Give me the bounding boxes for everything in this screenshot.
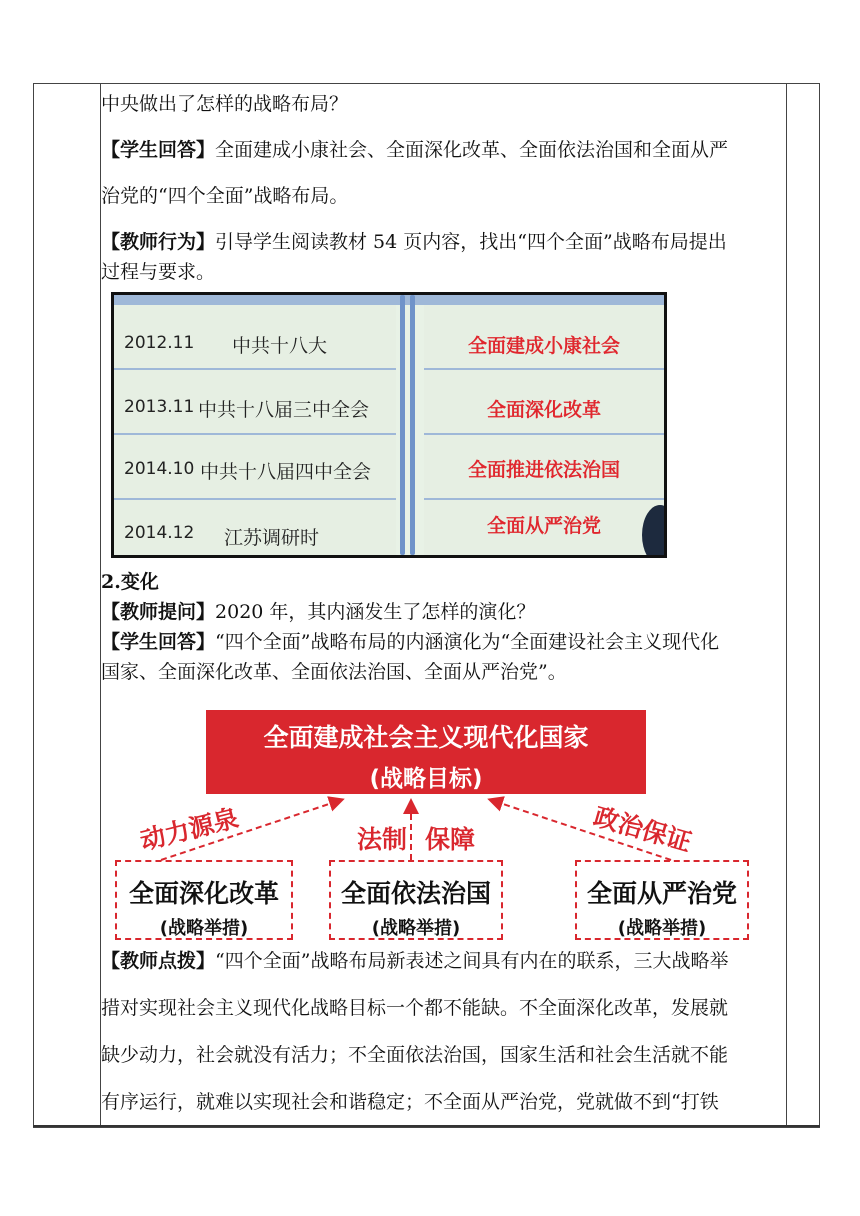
section-heading: 2.变化 — [101, 571, 159, 593]
timeline-date: 2014.10 — [124, 459, 195, 479]
measure-title: 全面依法治国 — [340, 879, 491, 908]
text-span: “四个全面”战略布局新表述之间具有内在的联系，三大战略举 — [215, 950, 729, 972]
timeline-event: 江苏调研时 — [224, 527, 320, 549]
column-divider-right — [786, 84, 787, 1127]
timeline-event: 中共十八届三中全会 — [198, 399, 370, 421]
timeline-date: 2012.11 — [124, 333, 195, 353]
goal-title: 全面建成社会主义现代化国家 — [263, 723, 589, 752]
timeline-connector — [400, 295, 405, 555]
measure-box-reform — [115, 860, 293, 940]
measure-subtitle: (战略举措) — [159, 918, 249, 939]
relation-label-right: 政治保证 — [590, 801, 695, 858]
relation-label-mid-b: 保障 — [425, 825, 476, 854]
row-divider — [424, 498, 664, 500]
timeline-strategy: 全面推进依法治国 — [467, 459, 620, 481]
role-label: 【教师提问】 — [101, 601, 216, 623]
timeline-strategy: 全面深化改革 — [486, 399, 601, 421]
text-span: 引导学生阅读教材 54 页内容，找出“四个全面”战略布局提出 — [215, 231, 727, 253]
text-line: 过程与要求。 — [101, 261, 216, 283]
timeline-date: 2014.12 — [124, 523, 195, 543]
text-span: “四个全面”战略布局的内涵演化为“全面建设社会主义现代化 — [215, 631, 720, 653]
row-divider — [424, 433, 664, 435]
text-line — [101, 231, 727, 253]
four-comprehensives-diagram — [111, 710, 751, 942]
timeline-event: 中共十八大 — [232, 335, 328, 357]
row-divider — [424, 368, 664, 370]
text-line: 治党的“四个全面”战略布局。 — [101, 185, 349, 207]
text-line — [101, 950, 728, 972]
role-label: 【学生回答】 — [101, 631, 216, 653]
row-divider — [114, 368, 396, 370]
row-divider — [114, 498, 396, 500]
row-divider — [114, 433, 396, 435]
measure-title: 全面从严治党 — [586, 879, 737, 908]
timeline-connector — [410, 295, 415, 555]
timeline-event: 中共十八届四中全会 — [200, 461, 372, 483]
role-label: 【教师行为】 — [101, 231, 216, 253]
table-bottom-border — [33, 1125, 820, 1127]
text-line: 中央做出了怎样的战略布局？ — [101, 93, 349, 115]
text-line — [101, 139, 728, 161]
text-line — [101, 631, 719, 653]
text-span: 全面建成小康社会、全面深化改革、全面依法治国和全面从严 — [215, 139, 729, 161]
relation-label-mid-a: 法制 — [357, 825, 408, 854]
goal-subtitle: (战略目标) — [369, 766, 483, 792]
timeline-strategy: 全面从严治党 — [486, 515, 601, 537]
text-line: 缺少动力，社会就没有活力；不全面依法治国，国家生活和社会生活就不能 — [101, 1044, 729, 1066]
measure-box-law — [329, 860, 503, 940]
measure-subtitle: (战略举措) — [371, 918, 461, 939]
role-label: 【教师点拨】 — [101, 950, 216, 972]
timeline-top-bar — [114, 295, 664, 305]
timeline-date: 2013.11 — [124, 397, 195, 417]
text-line: 国家、全面深化改革、全面依法治国、全面从严治党”。 — [101, 661, 567, 683]
relation-label-left: 动力源泉 — [137, 803, 242, 856]
measure-box-party — [575, 860, 749, 940]
text-line — [101, 601, 535, 623]
timeline-image — [111, 292, 667, 558]
text-line: 有序运行，就难以实现社会和谐稳定；不全面从严治党，党就做不到“打铁 — [101, 1091, 719, 1113]
text-line: 措对实现社会主义现代化战略目标一个都不能缺。不全面深化改革，发展就 — [101, 997, 729, 1019]
role-label: 【学生回答】 — [101, 139, 216, 161]
timeline-strategy: 全面建成小康社会 — [467, 335, 620, 357]
text-span: 2020 年，其内涵发生了怎样的演化？ — [215, 601, 536, 623]
measure-subtitle: (战略举措) — [617, 918, 707, 939]
measure-title: 全面深化改革 — [128, 879, 279, 908]
